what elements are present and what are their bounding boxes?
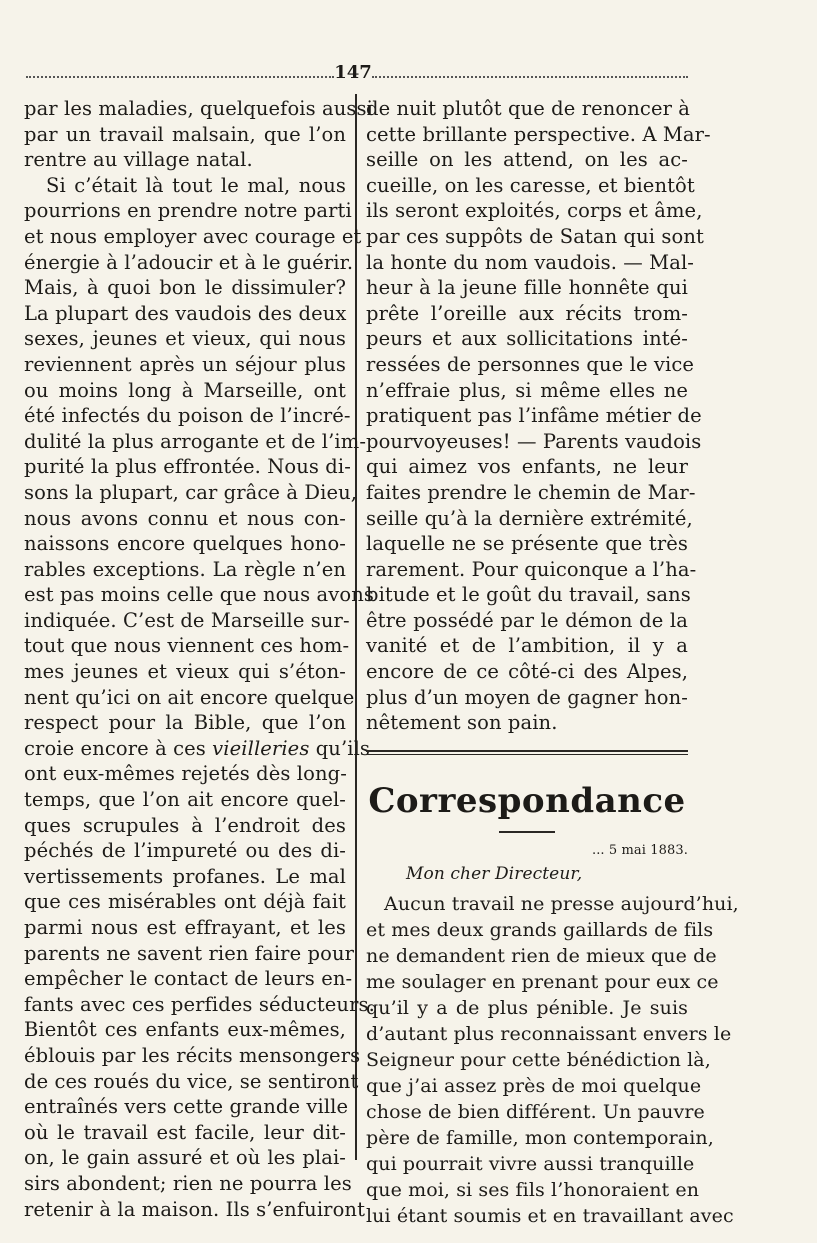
- left-column-line: tout que nous viennent ces hom-: [24, 634, 350, 658]
- left-column-line: éblouis par les récits mensongers: [24, 1043, 361, 1067]
- left-column-line: ont eux-mêmes rejetés dès long-: [24, 762, 347, 786]
- right-column-line: seille on les attend, on les ac-: [366, 148, 688, 172]
- left-column-line: retenir à la maison. Ils s’enfuiront: [24, 1197, 366, 1221]
- letter-line: qui pourrait vivre aussi tranquille: [366, 1152, 695, 1175]
- left-column-line: on, le gain assuré et où les plai-: [24, 1146, 346, 1170]
- section-heading: Correspondance: [368, 780, 686, 821]
- right-column-line: rarement. Pour quiconque a l’ha-: [366, 557, 697, 581]
- letter-dateline: ... 5 mai 1883.: [591, 842, 688, 858]
- right-column-line: de nuit plutôt que de renoncer à: [366, 97, 691, 120]
- right-column-line: bitude et le goût du travail, sans: [366, 583, 691, 607]
- left-column-line: sirs abondent; rien ne pourra les: [24, 1171, 352, 1195]
- left-column-line: Bientôt ces enfants eux-mêmes,: [24, 1018, 346, 1042]
- left-column-line: croie encore à ces vieilleries qu’ils: [24, 736, 371, 760]
- right-column: [366, 96, 739, 1229]
- right-column-line: laquelle ne se présente que très: [366, 532, 688, 556]
- right-column-line: être possédé par le démon de la: [366, 608, 688, 632]
- left-column-line: où le travail est facile, leur dit-: [24, 1120, 346, 1144]
- right-column-line: n’effraie plus, si même elles ne: [366, 378, 688, 402]
- left-column-line: empêcher le contact de leurs en-: [24, 967, 353, 991]
- left-column-line: ou moins long à Marseille, ont: [24, 378, 346, 402]
- right-column-line: cueille, on les caresse, et bientôt: [366, 173, 695, 197]
- right-column-text: [366, 96, 711, 736]
- left-column-line: Mais, à quoi bon le dissimuler?: [24, 276, 346, 300]
- left-column-line: fants avec ces perfides séducteurs.: [24, 992, 375, 1016]
- page-header: [0, 62, 817, 90]
- left-column-line: entraînés vers cette grande ville: [24, 1095, 349, 1119]
- right-column-line: par ces suppôts de Satan qui sont: [366, 224, 704, 248]
- right-column-line: seille qu’à la dernière extrémité,: [366, 506, 693, 530]
- left-column-line: purité la plus effrontée. Nous di-: [24, 455, 351, 479]
- right-column-line: pourvoyeuses! — Parents vaudois: [366, 429, 702, 453]
- left-column-line: sons la plupart, car grâce à Dieu,: [24, 480, 358, 504]
- left-column-line: par un travail malsain, que l’on: [24, 122, 346, 146]
- left-column-line: et nous employer avec courage et: [24, 224, 362, 248]
- right-column-line: plus d’un moyen de gagner hon-: [366, 685, 688, 709]
- letter-line: que j’ai assez près de moi quelque: [366, 1074, 702, 1097]
- right-column-line: ressées de personnes que le vice: [366, 352, 695, 376]
- left-column-line: indiquée. C’est de Marseille sur-: [24, 608, 350, 632]
- left-column-line: mes jeunes et vieux qui s’éton-: [24, 660, 346, 684]
- heading-underline: [499, 831, 555, 833]
- left-column-line: parmi nous est effrayant, et les: [24, 916, 346, 939]
- left-column-line: naissons encore quelques hono-: [24, 532, 346, 556]
- section-divider-rule: [366, 750, 688, 755]
- left-column-line: temps, que l’on ait encore quel-: [24, 788, 346, 812]
- left-column-line: respect pour la Bible, que l’on: [24, 711, 346, 735]
- left-column-line: Si c’était là tout le mal, nous: [46, 173, 346, 197]
- left-column-line: rentre au village natal.: [24, 148, 253, 172]
- left-column-line: que ces misérables ont déjà fait: [24, 890, 346, 914]
- left-column-line: La plupart des vaudois des deux: [24, 301, 347, 325]
- header-rule-left: [26, 76, 334, 78]
- right-column-line: vanité et de l’ambition, il y a: [366, 634, 688, 658]
- right-column-line: prête l’oreille aux récits trom-: [366, 301, 688, 325]
- letter-line: chose de bien différent. Un pauvre: [366, 1100, 705, 1123]
- left-column-line: rables exceptions. La règle n’en: [24, 557, 346, 581]
- letter-line: d’autant plus reconnaissant envers le: [366, 1022, 732, 1045]
- letter-line: père de famille, mon contemporain,: [366, 1126, 714, 1149]
- right-column-line: heur à la jeune fille honnête qui: [366, 276, 688, 300]
- right-column-line: qui aimez vos enfants, ne leur: [366, 455, 688, 479]
- right-column-line: pratiquent pas l’infâme métier de: [366, 404, 702, 428]
- left-column-line: péchés de l’impureté ou des di-: [24, 839, 346, 863]
- left-column-line: nent qu’ici on ait encore quelque: [24, 685, 355, 709]
- header-rule-right: [372, 76, 688, 78]
- letter-line: et mes deux grands gaillards de fils: [366, 918, 714, 941]
- left-column-line: reviennent après un séjour plus: [24, 352, 346, 376]
- letter-line: Aucun travail ne presse aujourd’hui,: [384, 892, 739, 915]
- right-column-line: cette brillante perspective. A Mar-: [366, 122, 711, 146]
- left-column-line: énergie à l’adoucir et à le guérir.: [24, 250, 354, 274]
- left-column-line: ques scrupules à l’endroit des: [24, 813, 346, 837]
- left-column-line: est pas moins celle que nous avons: [24, 583, 374, 607]
- page-number: 147: [334, 62, 372, 83]
- letter-body: [366, 891, 739, 1229]
- left-column-line: par les maladies, quelquefois aussi: [24, 97, 373, 120]
- left-column-line: nous avons connu et nous con-: [24, 506, 346, 530]
- right-column-line: nêtement son pain.: [366, 711, 558, 735]
- left-column: [24, 96, 375, 1222]
- right-column-line: ils seront exploités, corps et âme,: [366, 199, 703, 223]
- right-column-line: peurs et aux sollicitations inté-: [366, 327, 688, 351]
- left-column-line: pourrions en prendre notre parti: [24, 199, 352, 223]
- left-column-line: sexes, jeunes et vieux, qui nous: [24, 327, 346, 351]
- letter-line: qu’il y a de plus pénible. Je suis: [366, 996, 688, 1019]
- letter-salutation: Mon cher Directeur,: [406, 863, 583, 884]
- left-column-line: parents ne savent rien faire pour: [24, 941, 355, 965]
- letter-line: que moi, si ses fils l’honoraient en: [366, 1178, 700, 1201]
- left-column-line: de ces roués du vice, se sentiront: [24, 1069, 359, 1093]
- right-column-line: faites prendre le chemin de Mar-: [366, 480, 696, 504]
- right-column-line: la honte du nom vaudois. — Mal-: [366, 250, 695, 274]
- letter-line: Seigneur pour cette bénédiction là,: [366, 1048, 711, 1071]
- letter-line: lui étant soumis et en travaillant avec: [366, 1204, 734, 1227]
- right-column-line: encore de ce côté-ci des Alpes,: [366, 660, 688, 684]
- letter-line: me soulager en prenant pour eux ce: [366, 970, 719, 993]
- left-column-line: dulité la plus arrogante et de l’im-: [24, 429, 367, 453]
- left-column-line: vertissements profanes. Le mal: [24, 864, 346, 888]
- letter-line: ne demandent rien de mieux que de: [366, 944, 717, 967]
- left-column-line: été infectés du poison de l’incré-: [24, 404, 351, 428]
